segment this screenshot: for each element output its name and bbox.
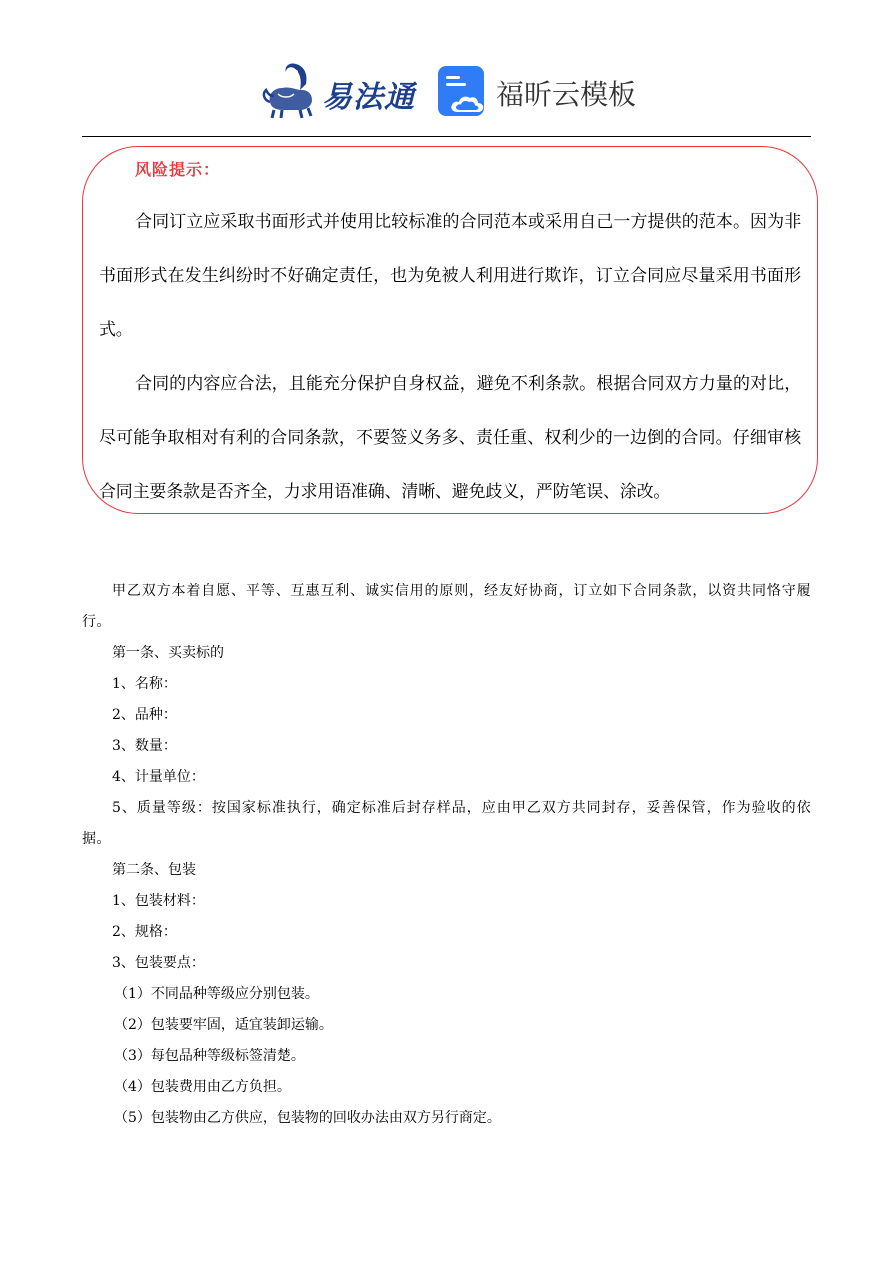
article-2-item: 2、规格： [112,924,177,940]
packaging-point: （5）包装物由乙方供应，包装物的回收办法由双方另行商定。 [114,1110,501,1126]
article-1-item: 1、名称： [112,676,177,692]
packaging-point: （4）包装费用由乙方负担。 [114,1079,291,1095]
packaging-point: （3）每包品种等级标签清楚。 [114,1048,305,1064]
article-2-item: 3、包装要点： [112,955,205,971]
qilin-logo-icon [260,60,322,120]
article-1-item: 2、品种： [112,707,177,723]
contract-intro: 甲乙双方本着自愿、平等、互惠互利、诚实信用的原则，经友好协商，订立如下合同条款，以资共同恪守履行。 [82,583,811,630]
document-header [82,0,811,137]
article-1-item: 4、计量单位： [112,769,205,785]
article-2-item: 1、包装材料： [112,893,205,909]
yifatong-brand-text: 易法通 [322,80,415,115]
article-1-item: 3、数量： [112,738,177,754]
fuxin-brand-text: 福昕云模板 [496,78,637,111]
cloud-document-icon [436,66,488,118]
risk-notice-title: 风险提示： [135,160,221,179]
packaging-point: （1）不同品种等级应分别包装。 [114,986,319,1002]
packaging-point: （2）包装要牢固，适宜装卸运输。 [114,1017,333,1033]
article-1-title: 第一条、买卖标的 [112,645,224,661]
yifatong-logo [260,60,415,120]
risk-notice-paragraph-1: 合同订立应采取书面形式并使用比较标准的合同范本或采用自己一方提供的范本。因为非书面形式在发生纠纷时不好确定责任，也为免被人利用进行欺诈，订立合同应尽量采用书面形式。 [99,212,801,340]
article-1-item-quality: 5、质量等级：按国家标准执行，确定标准后封存样品，应由甲乙双方共同封存，妥善保管，作为验收的依据。 [82,800,811,847]
contract-body [82,576,811,1134]
article-2-title: 第二条、包装 [112,862,196,878]
fuxin-cloud-template-logo [436,66,656,118]
risk-notice-paragraph-2: 合同的内容应合法，且能充分保护自身权益，避免不利条款。根据合同双方力量的对比，尽可能争取相对有利的合同条款，不要签义务多、责任重、权利少的一边倒的合同。仔细审核合同主要条款是否齐全，力求用语准确、清晰、避免歧义，严防笔误、涂改。 [99,374,801,502]
risk-notice-box [82,146,818,514]
